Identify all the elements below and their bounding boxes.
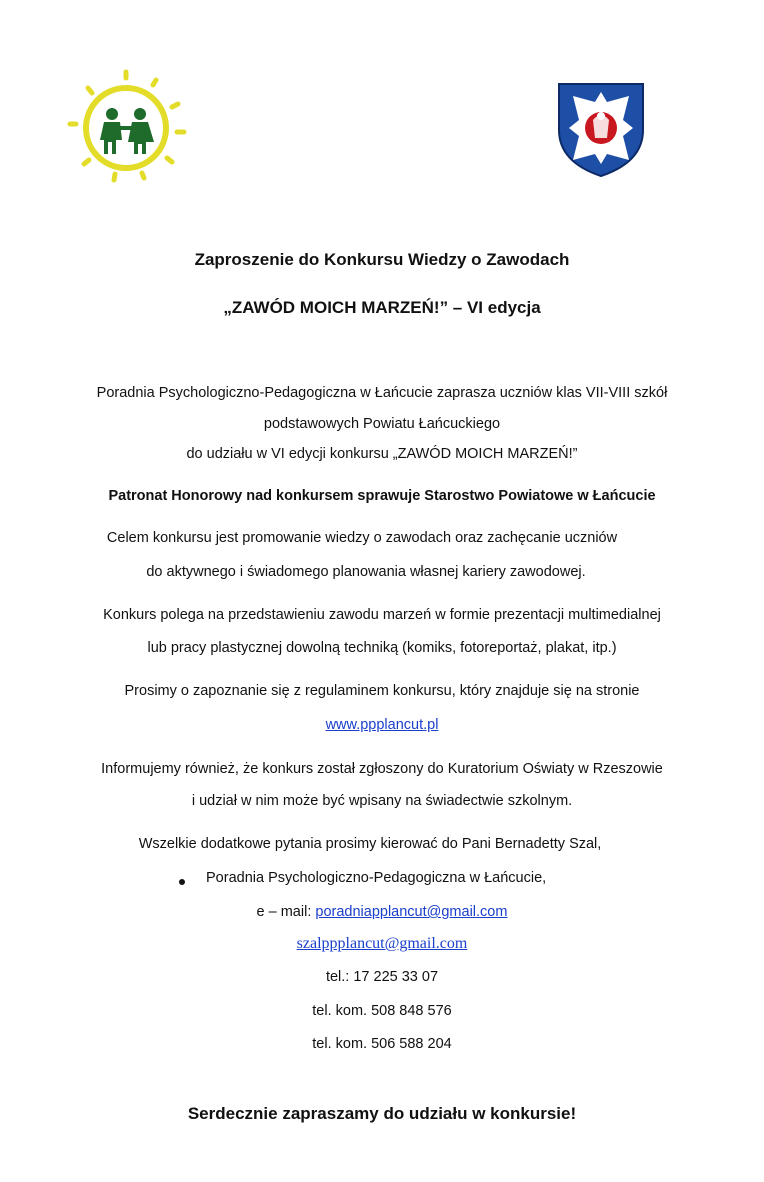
info-line-1: Informujemy również, że konkurs został zgłoszony do Kuratorium Oświaty w Rzeszowie (101, 761, 663, 777)
coat-of-arms-icon (555, 80, 647, 178)
intro-line-3: do udziału w VI edycji konkursu „ZAWÓD MOICH MARZEŃ!” (186, 446, 578, 462)
children-sun-logo-icon (64, 66, 190, 186)
intro-line-2: podstawowych Powiatu Łańcuckiego (263, 416, 501, 432)
title-line-1: Zaproszenie do Konkursu Wiedzy o Zawodach (194, 250, 570, 269)
title-line-2: „ZAWÓD MOICH MARZEŃ!” – VI edycja (223, 298, 541, 317)
intro-line-1: Poradnia Psychologiczno-Pedagogiczna w Łańcucie zaprasza uczniów klas VII-VIII szkół (96, 385, 668, 401)
contact-institution: Poradnia Psychologiczno-Pedagogiczna w Łańcucie, (206, 870, 547, 886)
mobile-number-1: tel. kom. 508 848 576 (312, 1003, 452, 1019)
goal-line-2: do aktywnego i świadomego planowania własnej kariery zawodowej. (146, 564, 586, 580)
closing-text: Serdecznie zapraszamy do udziału w konkursie! (187, 1104, 577, 1123)
bullet-point (179, 879, 185, 885)
goal-line-1: Celem konkursu jest promowanie wiedzy o zawodach oraz zachęcanie uczniów (106, 530, 618, 546)
task-line-2: lub pracy plastycznej dowolną techniką (komiks, fotoreportaż, plakat, itp.) (147, 640, 617, 656)
website-link[interactable]: www.ppplancut.pl (325, 717, 439, 733)
task-line-1: Konkurs polega na przedstawieniu zawodu marzeń w formie prezentacji multimedialnej (103, 607, 661, 623)
email-link-2[interactable]: szalppplancut@gmail.com (296, 935, 468, 952)
contact-intro: Wszelkie dodatkowe pytania prosimy kierować do Pani Bernadetty Szal, (138, 836, 602, 852)
patronage-text: Patronat Honorowy nad konkursem sprawuje Starostwo Powiatowe w Łańcucie (108, 488, 656, 504)
phone-number: tel.: 17 225 33 07 (325, 969, 439, 985)
mobile-number-2: tel. kom. 506 588 204 (312, 1036, 452, 1052)
email-label: e – mail: (256, 904, 316, 920)
info-line-2: i udział w nim może być wpisany na świadectwie szkolnym. (191, 793, 573, 809)
rules-line-1: Prosimy o zapoznanie się z regulaminem konkursu, który znajduje się na stronie (124, 683, 640, 699)
email-link-1[interactable]: poradniapplancut@gmail.com (315, 904, 508, 920)
